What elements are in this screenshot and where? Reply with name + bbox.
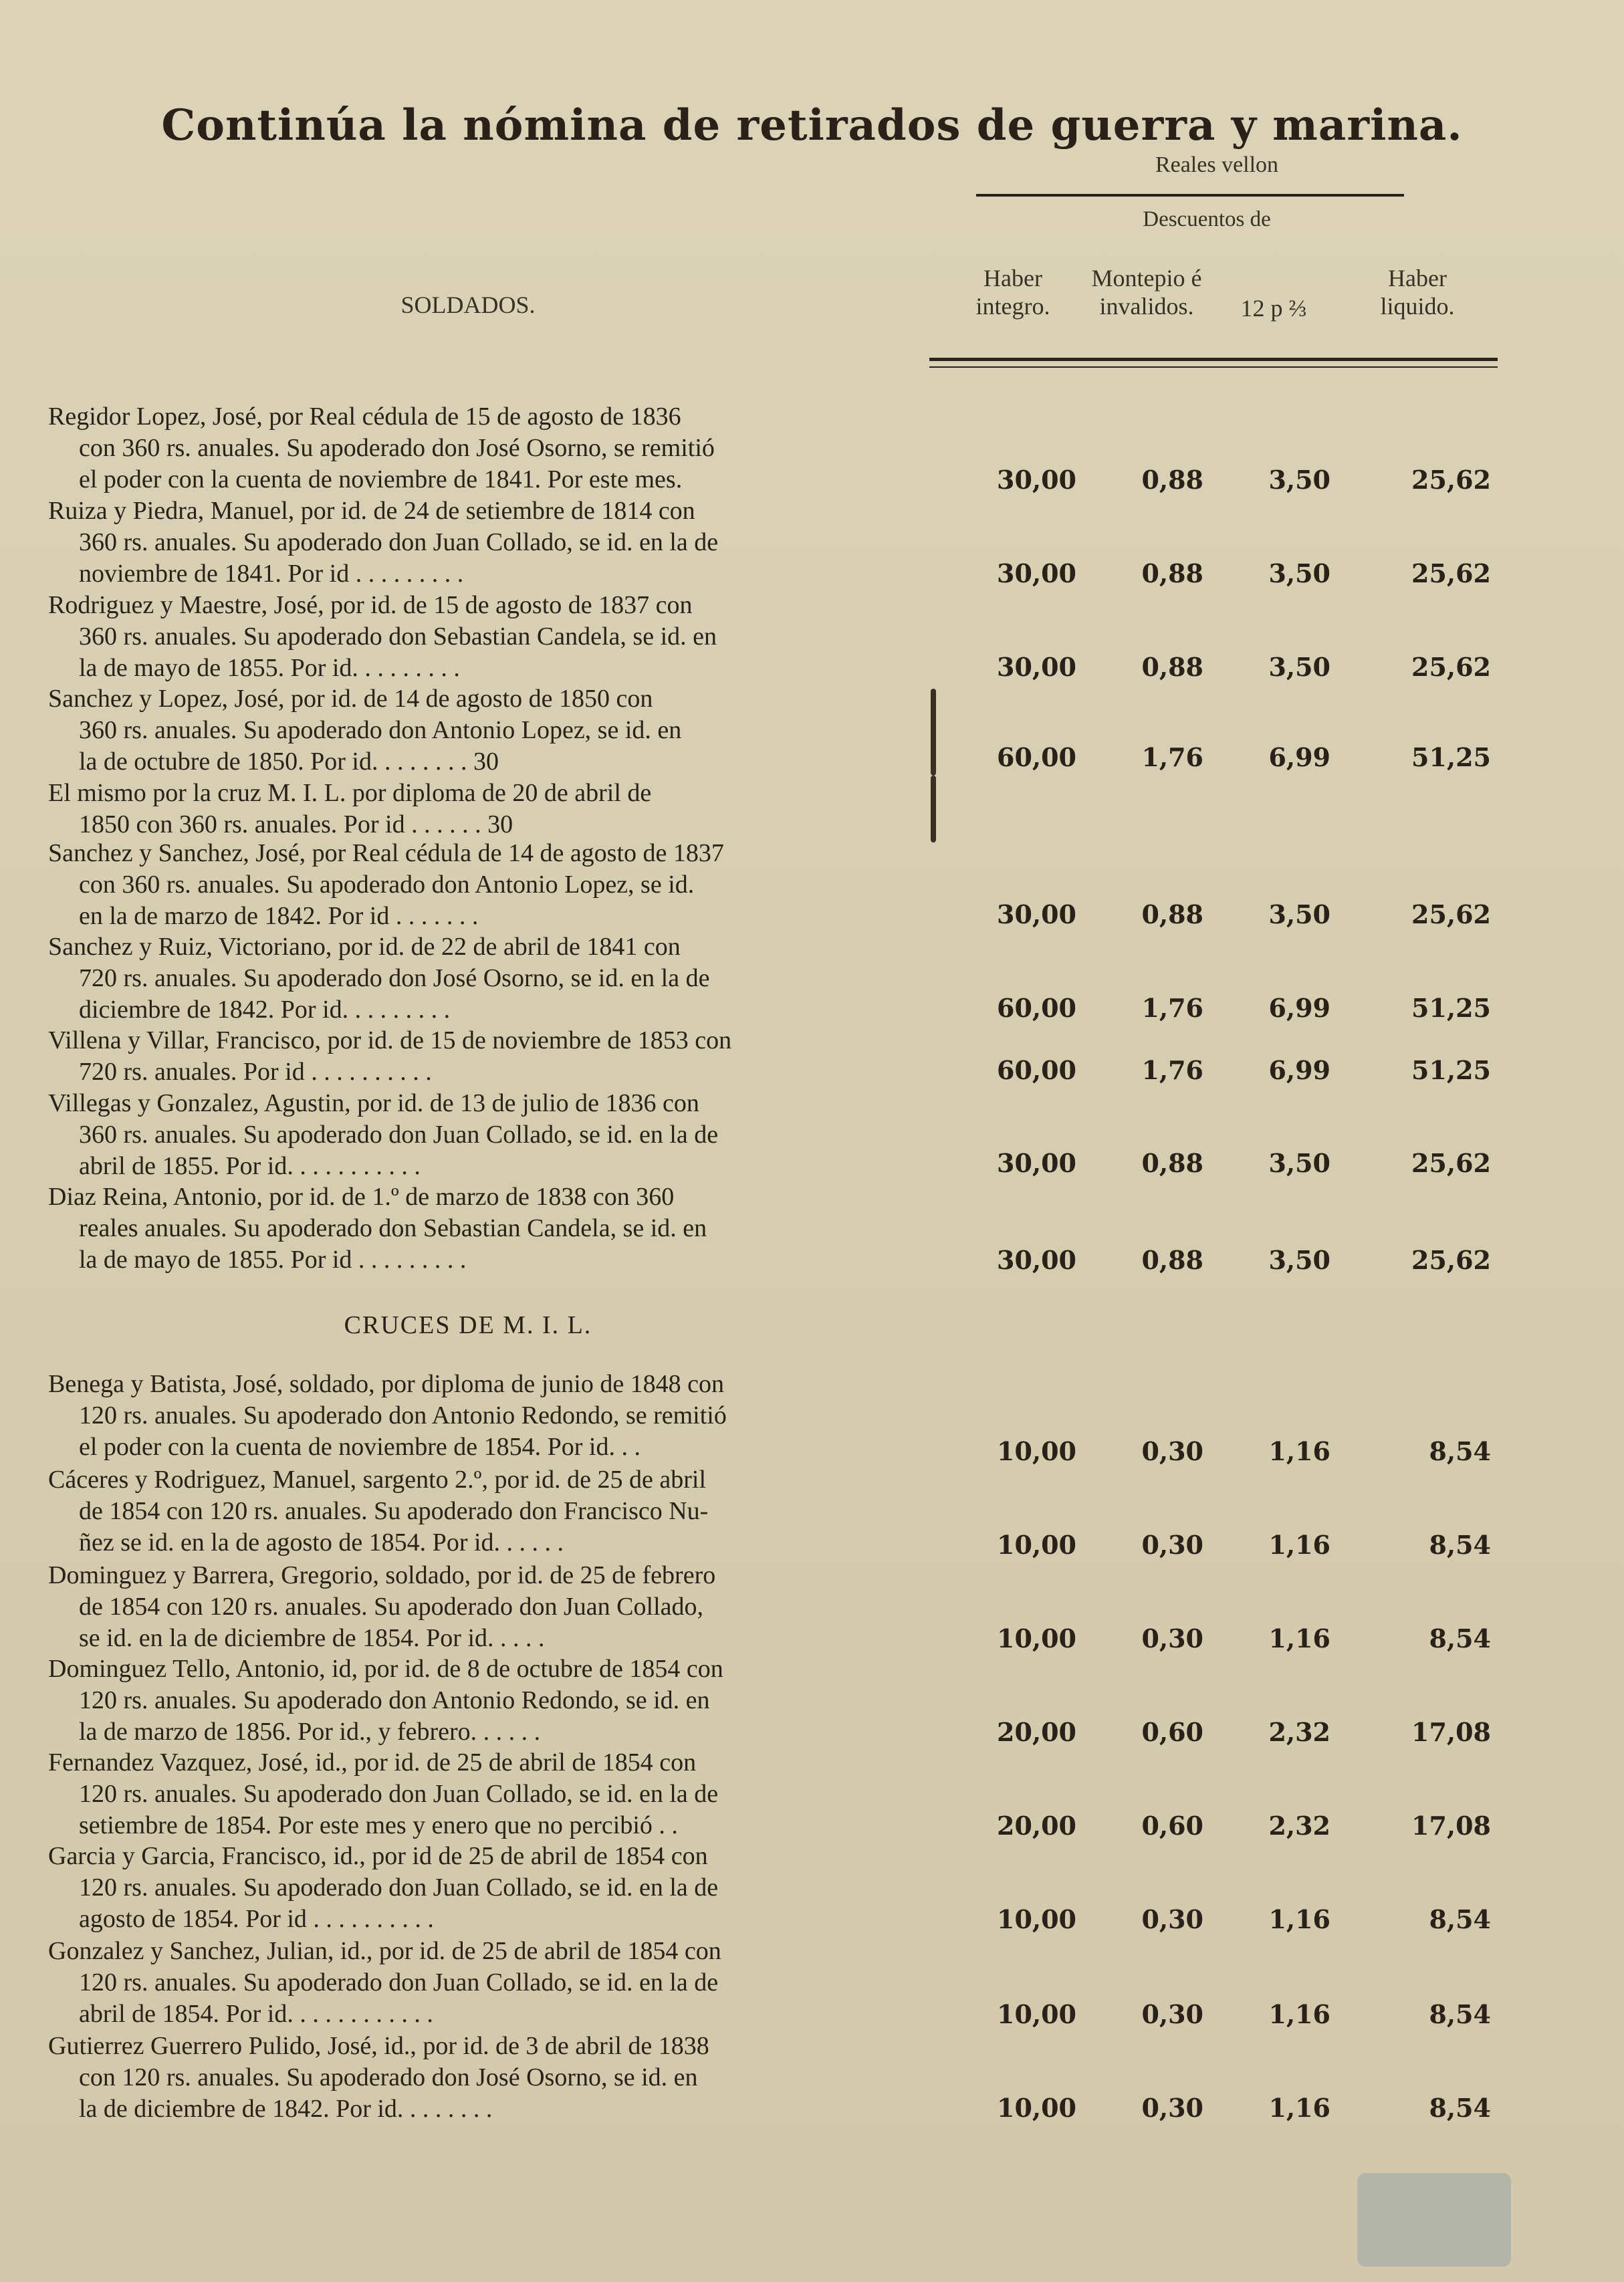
haber-liquido: 8,54 [1429,1999,1491,2029]
entry-line: con 120 rs. anuales. Su apoderado don José Osorno, se id. en [79,2063,698,2091]
haber-liquido: 8,54 [1429,1530,1491,1560]
descuento-12: 1,16 [1268,1999,1330,2029]
entry-line: 120 rs. anuales. Su apoderado don Juan Collado, se id. en la de [79,1873,719,1902]
entry-line: con 360 rs. anuales. Su apoderado don Antonio Lopez, se id. [79,871,695,899]
header-rule-top [976,194,1404,197]
entry-line: con 360 rs. anuales. Su apoderado don José Osorno, se remitió [79,434,715,462]
montepio: 0,88 [1141,1245,1203,1275]
haber-integro: 10,00 [997,1904,1076,1934]
header-col2 [1070,264,1224,320]
entry-line: El mismo por la cruz M. I. L. por diploma de 20 de abril de [48,779,652,807]
entry-line: ñez se id. en la de agosto de 1854. Por id. . . . . . [79,1528,564,1557]
montepio: 1,76 [1141,742,1203,772]
montepio: 0,60 [1141,1811,1203,1841]
entry-line: Benega y Batista, José, soldado, por diploma de junio de 1848 con [48,1370,725,1398]
haber-integro: 10,00 [997,1530,1076,1560]
entry-line: Sanchez y Lopez, José, por id. de 14 de agosto de 1850 con [48,685,653,713]
brace [931,776,936,842]
entry-1-2 [48,1560,931,1654]
entry-line: la de mayo de 1855. Por id . . . . . . . . . [79,1246,467,1274]
montepio: 1,76 [1141,993,1203,1023]
header-col1 [936,264,1090,320]
header-col1-line1: Haber [983,265,1042,292]
entry-line: Rodriguez y Maestre, José, por id. de 15 de agosto de 1837 con [48,591,693,619]
entry-line: la de marzo de 1856. Por id., y febrero. . . . . . [79,1718,541,1746]
entry-1-1 [48,1464,931,1559]
haber-integro: 10,00 [997,1436,1076,1466]
haber-integro: 20,00 [997,1811,1076,1841]
haber-liquido: 51,25 [1411,993,1491,1023]
haber-liquido: 17,08 [1411,1717,1491,1747]
descuento-12: 1,16 [1268,1623,1330,1653]
entry-line: en la de marzo de 1842. Por id . . . . . . . [79,902,479,930]
haber-liquido: 51,25 [1411,742,1491,772]
entry-line: Gonzalez y Sanchez, Julian, id., por id. de 25 de abril de 1854 con [48,1937,721,1965]
haber-liquido: 8,54 [1429,2093,1491,2123]
haber-integro: 30,00 [997,1148,1076,1178]
entry-line: Fernandez Vazquez, José, id., por id. de 25 de abril de 1854 con [48,1748,697,1777]
entry-0-0 [48,401,931,495]
header-rule-bottom [929,358,1498,361]
entry-0-9 [48,1181,931,1276]
entry-line: Cáceres y Rodriguez, Manuel, sargento 2.º, por id. de 25 de abril [48,1466,707,1494]
haber-liquido: 51,25 [1411,1055,1491,1085]
haber-integro: 60,00 [997,993,1076,1023]
haber-liquido: 25,62 [1411,1148,1491,1178]
montepio: 0,60 [1141,1717,1203,1747]
entry-line: 120 rs. anuales. Su apoderado don Antonio Redondo, se remitió [79,1401,727,1430]
haber-liquido: 25,62 [1411,558,1491,588]
entry-line: Regidor Lopez, José, por Real cédula de 15 de agosto de 1836 [48,403,681,431]
entry-line: 120 rs. anuales. Su apoderado don Juan Collado, se id. en la de [79,1968,719,1996]
entry-line: Garcia y Garcia, Francisco, id., por id de 25 de abril de 1854 con [48,1842,708,1870]
header-soldados: SOLDADOS. [400,292,536,318]
entry-1-5 [48,1841,931,1935]
entry-line: 360 rs. anuales. Su apoderado don Juan Collado, se id. en la de [79,1121,719,1149]
entry-line: de 1854 con 120 rs. anuales. Su apoderado don Francisco Nu- [79,1497,709,1525]
header-reales: Reales vellon [1155,152,1279,177]
entry-line: 720 rs. anuales. Por id . . . . . . . . . . [79,1058,432,1086]
entry-line: Dominguez y Barrera, Gregorio, soldado, por id. de 25 de febrero [48,1561,716,1589]
entry-1-0 [48,1369,931,1463]
descuento-12: 3,50 [1268,1245,1330,1275]
entry-1-7 [48,2031,931,2125]
header-col2-line2: invalidos. [1099,293,1194,320]
entry-line: 360 rs. anuales. Su apoderado don Sebastian Candela, se id. en [79,622,717,651]
entry-line: 120 rs. anuales. Su apoderado don Juan Collado, se id. en la de [79,1780,719,1808]
header-rule-bottom-thin [929,366,1498,368]
entry-1-3 [48,1653,931,1748]
descuento-12: 3,50 [1268,465,1330,495]
entry-0-8 [48,1088,931,1182]
entry-line: 1850 con 360 rs. anuales. Por id . . . . . . 30 [79,810,513,838]
section-heading: CRUCES DE M. I. L. [344,1311,592,1339]
library-stamp-watermark [1357,2173,1511,2267]
montepio: 0,30 [1141,2093,1203,2123]
haber-liquido: 25,62 [1411,465,1491,495]
entry-line: Dominguez Tello, Antonio, id, por id. de 8 de octubre de 1854 con [48,1655,723,1683]
header-col2-line1: Montepio é [1091,265,1202,292]
entry-line: 720 rs. anuales. Su apoderado don José Osorno, se id. en la de [79,964,710,992]
montepio: 0,88 [1141,558,1203,588]
haber-liquido: 8,54 [1429,1623,1491,1653]
entry-line: diciembre de 1842. Por id. . . . . . . . . [79,996,451,1024]
montepio: 0,88 [1141,465,1203,495]
descuento-12: 2,32 [1268,1811,1330,1841]
entry-1-6 [48,1936,931,2030]
entry-line: 360 rs. anuales. Su apoderado don Juan Collado, se id. en la de [79,528,719,556]
header-descuentos: Descuentos de [1143,207,1271,231]
entry-0-7 [48,1025,931,1088]
descuento-12: 1,16 [1268,2093,1330,2123]
montepio: 0,88 [1141,652,1203,682]
page-title: Continúa la nómina de retirados de guerra y marina. [161,100,1463,150]
haber-liquido: 25,62 [1411,652,1491,682]
entry-line: abril de 1855. Por id. . . . . . . . . . . [79,1152,421,1180]
descuento-12: 1,16 [1268,1436,1330,1466]
brace [931,689,936,776]
montepio: 0,88 [1141,1148,1203,1178]
montepio: 0,30 [1141,1904,1203,1934]
header-col1-line2: integro. [975,293,1050,320]
montepio: 0,30 [1141,1623,1203,1653]
haber-integro: 30,00 [997,652,1076,682]
haber-integro: 30,00 [997,899,1076,929]
entry-0-6 [48,931,931,1026]
descuento-12: 6,99 [1268,742,1330,772]
entry-0-4 [48,778,931,840]
entry-line: se id. en la de diciembre de 1854. Por id. . . . . [79,1624,545,1652]
entry-line: abril de 1854. Por id. . . . . . . . . . . . [79,2000,433,2028]
haber-integro: 60,00 [997,742,1076,772]
descuento-12: 3,50 [1268,899,1330,929]
entry-0-5 [48,838,931,932]
entry-0-3 [48,683,931,778]
entry-line: Diaz Reina, Antonio, por id. de 1.º de marzo de 1838 con 360 [48,1183,675,1211]
entry-line: reales anuales. Su apoderado don Sebastian Candela, se id. en [79,1214,707,1242]
entry-line: Villegas y Gonzalez, Agustin, por id. de 13 de julio de 1836 con [48,1089,699,1117]
entry-line: agosto de 1854. Por id . . . . . . . . . . [79,1905,434,1933]
haber-liquido: 25,62 [1411,899,1491,929]
header-col3: 12 p ⅔ [1240,295,1307,322]
entry-line: Sanchez y Ruiz, Victoriano, por id. de 22 de abril de 1841 con [48,933,681,961]
descuento-12: 1,16 [1268,1904,1330,1934]
entry-0-1 [48,495,931,590]
entry-line: Ruiza y Piedra, Manuel, por id. de 24 de setiembre de 1814 con [48,497,695,525]
haber-integro: 30,00 [997,558,1076,588]
entry-line: la de octubre de 1850. Por id. . . . . . . . 30 [79,748,499,776]
montepio: 0,30 [1141,1436,1203,1466]
montepio: 0,30 [1141,1530,1203,1560]
entry-line: Villena y Villar, Francisco, por id. de 15 de noviembre de 1853 con [48,1026,732,1054]
haber-liquido: 8,54 [1429,1904,1491,1934]
descuento-12: 3,50 [1268,652,1330,682]
descuento-12: 6,99 [1268,993,1330,1023]
entry-line: Sanchez y Sanchez, José, por Real cédula de 14 de agosto de 1837 [48,839,724,867]
haber-integro: 30,00 [997,465,1076,495]
descuento-12: 3,50 [1268,558,1330,588]
entry-line: de 1854 con 120 rs. anuales. Su apoderado don Juan Collado, [79,1593,703,1621]
haber-integro: 10,00 [997,2093,1076,2123]
haber-integro: 60,00 [997,1055,1076,1085]
entry-line: la de mayo de 1855. Por id. . . . . . . . . [79,654,460,682]
haber-integro: 10,00 [997,1623,1076,1653]
haber-liquido: 25,62 [1411,1245,1491,1275]
haber-liquido: 8,54 [1429,1436,1491,1466]
entry-line: 120 rs. anuales. Su apoderado don Antonio Redondo, se id. en [79,1686,710,1714]
montepio: 1,76 [1141,1055,1203,1085]
montepio: 0,88 [1141,899,1203,929]
header-col4-line1: Haber [1388,265,1447,292]
entry-line: Gutierrez Guerrero Pulido, José, id., por id. de 3 de abril de 1838 [48,2032,709,2060]
haber-integro: 10,00 [997,1999,1076,2029]
haber-liquido: 17,08 [1411,1811,1491,1841]
descuento-12: 1,16 [1268,1530,1330,1560]
entry-line: 360 rs. anuales. Su apoderado don Antonio Lopez, se id. en [79,716,682,744]
entry-line: setiembre de 1854. Por este mes y enero que no percibió . . [79,1811,678,1839]
entry-line: el poder con la cuenta de noviembre de 1854. Por id. . . [79,1433,641,1461]
entry-0-2 [48,590,931,684]
entry-line: el poder con la cuenta de noviembre de 1841. Por este mes. [79,465,683,493]
haber-integro: 30,00 [997,1245,1076,1275]
descuento-12: 6,99 [1268,1055,1330,1085]
entry-line: la de diciembre de 1842. Por id. . . . . . . . [79,2095,493,2123]
header-col4-line2: liquido. [1380,293,1455,320]
haber-integro: 20,00 [997,1717,1076,1747]
descuento-12: 3,50 [1268,1148,1330,1178]
entry-line: noviembre de 1841. Por id . . . . . . . . . [79,560,464,588]
header-col4 [1351,264,1484,320]
montepio: 0,30 [1141,1999,1203,2029]
entry-1-4 [48,1747,931,1841]
descuento-12: 2,32 [1268,1717,1330,1747]
